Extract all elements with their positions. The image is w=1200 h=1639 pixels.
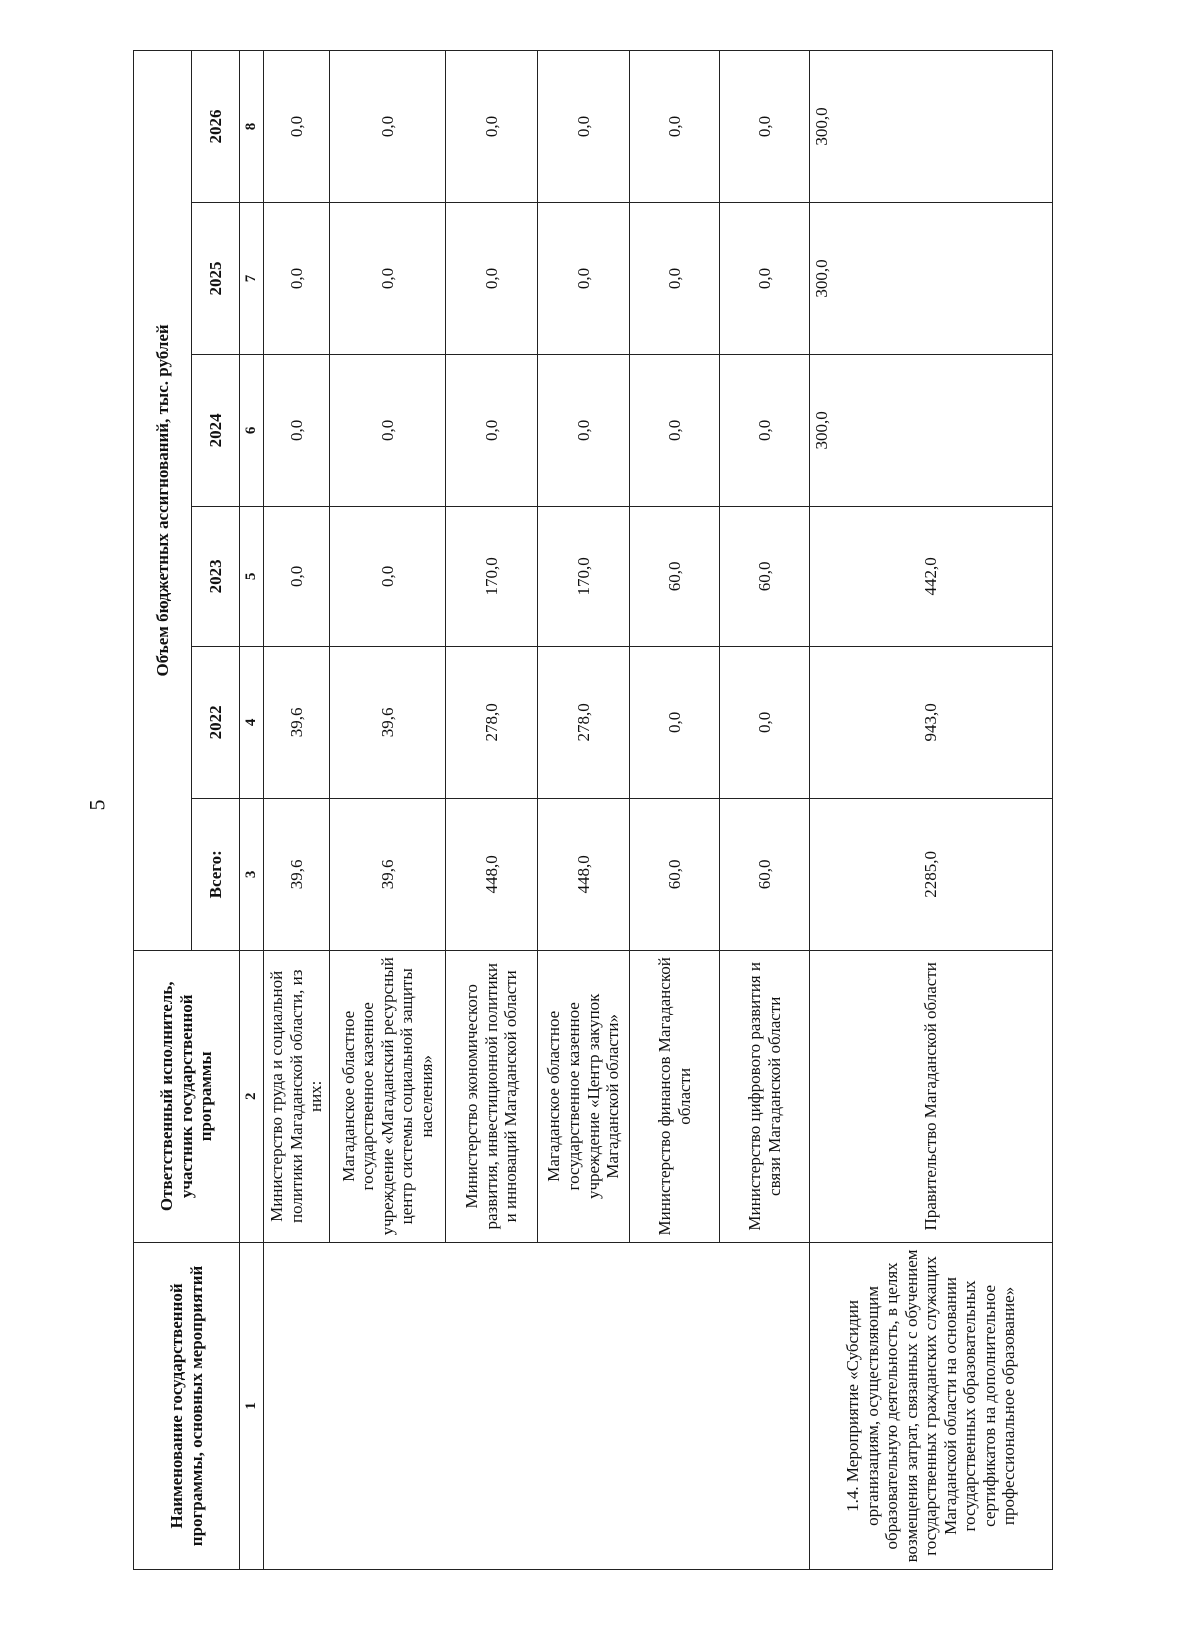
value-cell: 0,0 (538, 354, 630, 506)
value-cell: 0,0 (330, 51, 446, 203)
header-budget: Объем бюджетных ассигнований, тыс. рублей (134, 51, 192, 951)
value-cell: 39,6 (264, 798, 330, 950)
value-cell: 943,0 (810, 646, 1053, 798)
header-year-2023: 2023 (192, 506, 240, 646)
measure-name-empty (264, 1242, 810, 1569)
value-cell: 0,0 (330, 354, 446, 506)
value-cell: 300,0 (810, 202, 1053, 354)
value-cell: 278,0 (538, 646, 630, 798)
value-cell: 2285,0 (810, 798, 1053, 950)
budget-table (133, 50, 1053, 1570)
value-cell: 0,0 (330, 506, 446, 646)
header-year-total: Всего: (192, 798, 240, 950)
index-cell: 8 (240, 51, 264, 203)
header-year-2026: 2026 (192, 51, 240, 203)
value-cell: 0,0 (264, 202, 330, 354)
header-row-1 (134, 51, 192, 1570)
value-cell: 0,0 (264, 506, 330, 646)
index-cell: 5 (240, 506, 264, 646)
rotated-table-container (133, 50, 1053, 1570)
value-cell: 0,0 (264, 354, 330, 506)
value-cell: 0,0 (446, 51, 538, 203)
value-cell: 0,0 (446, 202, 538, 354)
header-year-2022: 2022 (192, 646, 240, 798)
value-cell: 39,6 (330, 646, 446, 798)
value-cell: 278,0 (446, 646, 538, 798)
index-cell: 3 (240, 798, 264, 950)
value-cell: 60,0 (630, 798, 720, 950)
value-cell: 300,0 (810, 51, 1053, 203)
value-cell: 0,0 (720, 646, 810, 798)
value-cell: 0,0 (538, 202, 630, 354)
value-cell: 0,0 (720, 51, 810, 203)
value-cell: 0,0 (330, 202, 446, 354)
header-col2: Ответственный исполнитель, участник государственной программы (134, 950, 240, 1242)
value-cell: 0,0 (446, 354, 538, 506)
index-cell: 2 (240, 950, 264, 1242)
executor-cell: Магаданское областное государственное казенное учреждение «Магаданский ресурсный центр системы социальной защиты населения» (330, 950, 446, 1242)
executor-cell: Правительство Магаданской области (810, 950, 1053, 1242)
value-cell: 0,0 (720, 354, 810, 506)
value-cell: 0,0 (720, 202, 810, 354)
value-cell: 0,0 (630, 354, 720, 506)
table-row-measure (810, 51, 1053, 1570)
value-cell: 0,0 (630, 646, 720, 798)
index-cell: 7 (240, 202, 264, 354)
index-cell: 1 (240, 1242, 264, 1569)
executor-cell: Министерство экономического развития, инвестиционной политики и инноваций Магаданской области (446, 950, 538, 1242)
value-cell: 170,0 (538, 506, 630, 646)
executor-cell: Министерство финансов Магаданской области (630, 950, 720, 1242)
value-cell: 60,0 (720, 798, 810, 950)
value-cell: 448,0 (446, 798, 538, 950)
executor-cell: Министерство труда и социальной политики Магаданской области, из них: (264, 950, 330, 1242)
table-row (264, 51, 330, 1570)
executor-cell: Магаданское областное государственное казенное учреждение «Центр закупок Магаданской области» (538, 950, 630, 1242)
value-cell: 442,0 (810, 506, 1053, 646)
index-cell: 4 (240, 646, 264, 798)
value-cell: 300,0 (810, 354, 1053, 506)
value-cell: 0,0 (538, 51, 630, 203)
header-year-2024: 2024 (192, 354, 240, 506)
executor-cell: Министерство цифрового развития и связи Магаданской области (720, 950, 810, 1242)
index-row (240, 51, 264, 1570)
value-cell: 0,0 (264, 51, 330, 203)
value-cell: 60,0 (630, 506, 720, 646)
index-cell: 6 (240, 354, 264, 506)
measure-name-cell: 1.4. Мероприятие «Субсидии организациям, осуществляющим образовательную деятельность, в целях возмещения затрат, связанных с обучением государственных гражданских служащих Магаданской области на основании государственных образовательных сертификатов на дополнительное профессиональное образование» (810, 1242, 1053, 1569)
value-cell: 0,0 (630, 202, 720, 354)
value-cell: 60,0 (720, 506, 810, 646)
page-number: 5 (84, 799, 110, 811)
header-col1: Наименование государственной программы, основных мероприятий (134, 1242, 240, 1569)
value-cell: 448,0 (538, 798, 630, 950)
value-cell: 39,6 (330, 798, 446, 950)
value-cell: 170,0 (446, 506, 538, 646)
value-cell: 39,6 (264, 646, 330, 798)
header-year-2025: 2025 (192, 202, 240, 354)
value-cell: 0,0 (630, 51, 720, 203)
